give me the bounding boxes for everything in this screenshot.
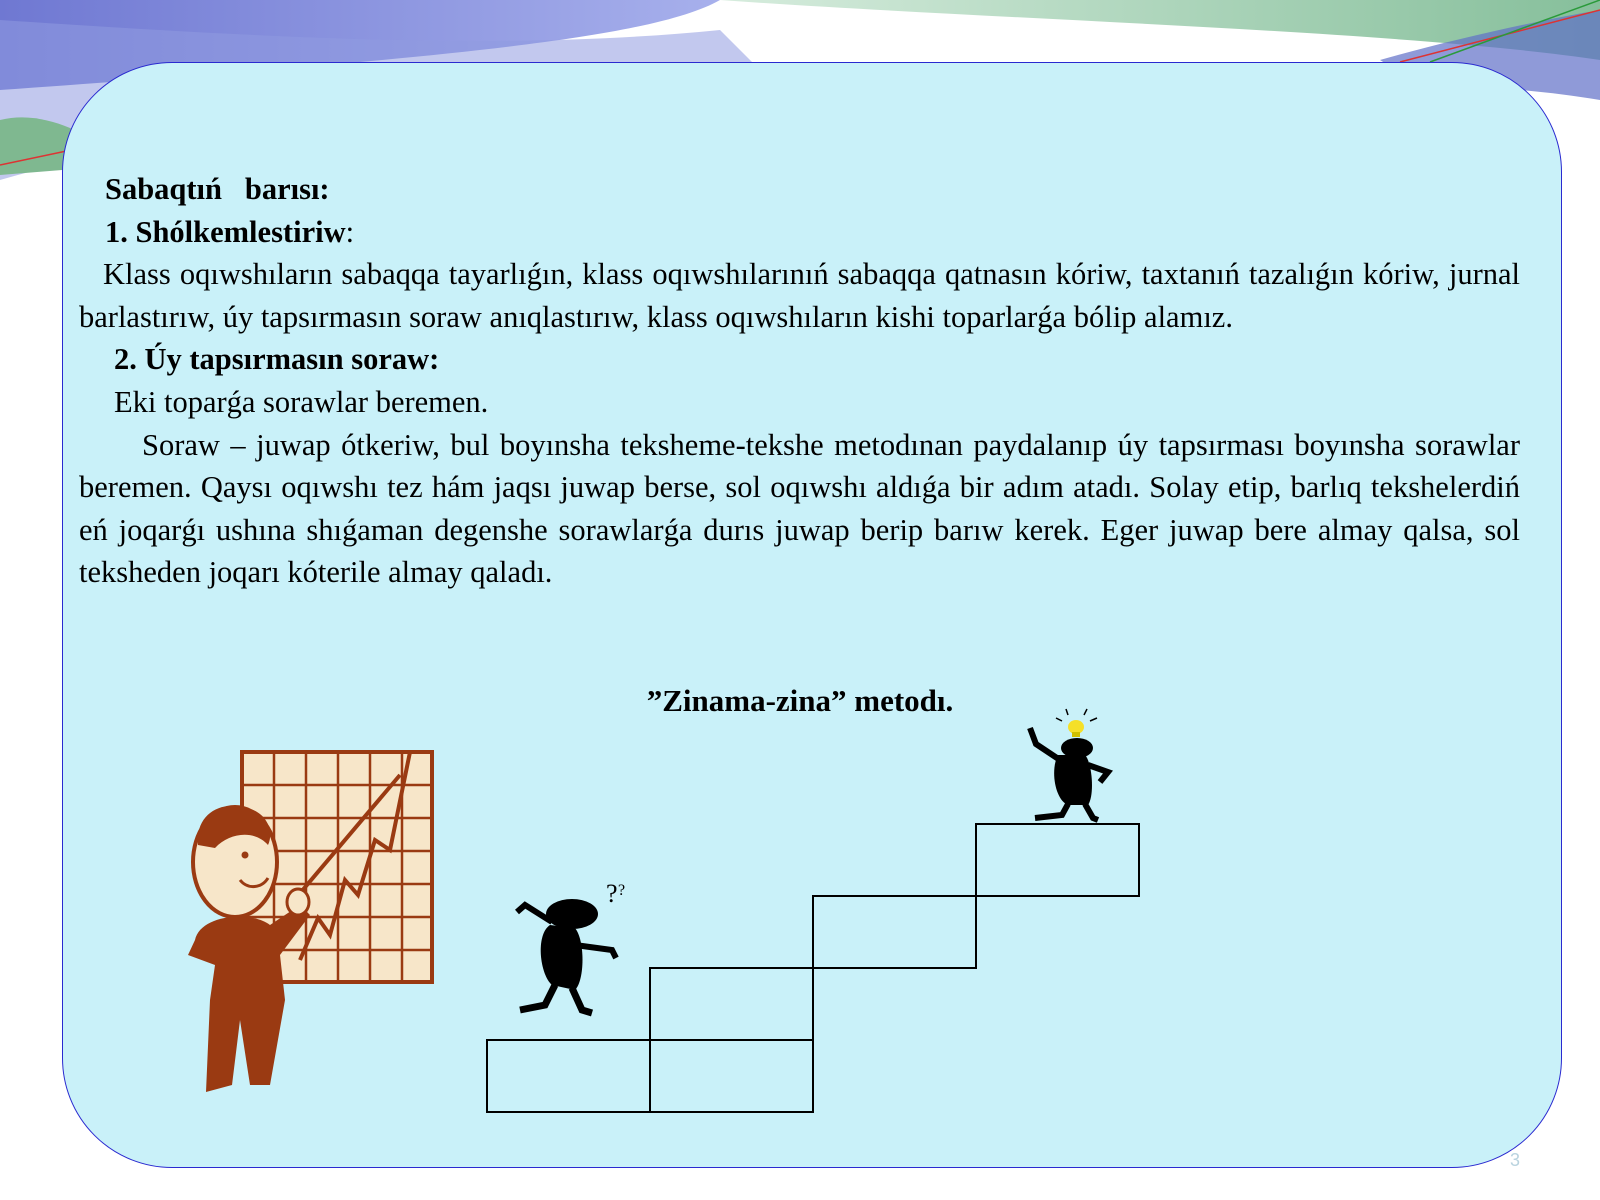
section1-body: Klass oqıwshıların sabaqqa tayarlıǵın, klass oqıwshılarınıń sabaqqa qatnasın kóriw, taxtanıń tazalıǵın kóriw, jurnal barlastırıw, úy tapsırmasın soraw anıqlastırıw, klass oqıwshıların kishi toparlarǵa bólip alamız. [79, 257, 1520, 334]
method-title: ”Zinama-zina” metodı. [646, 683, 954, 718]
section2-body: Soraw – juwap ótkeriw, bul boyınsha teksheme-tekshe metodınan paydalanıp úy tapsırması boyınsha sorawlar beremen. Qaysı oqıwshı tez hám jaqsı juwap berse, sol oqıwshı aldıǵa bir adım atadı. Solay etip, barlıq tekshelerdiń eń joqarǵı ushına shıǵaman degenshe sorawlarǵa durıs juwap berip barıw kerek. Eger juwap bere almay qalsa, sol teksheden joqarı kóterile almay qaladı. [79, 427, 1520, 590]
stair-step-3 [813, 896, 976, 968]
question-mark-icon: ? [606, 879, 618, 908]
stair-step-1 [487, 1040, 650, 1112]
idea-figure-icon [1030, 709, 1108, 820]
lightbulb-icon [1056, 709, 1097, 737]
staircase [487, 824, 1139, 1112]
stair-step-4 [976, 824, 1139, 896]
section1-title: 1. Shólkemlestiriw [105, 214, 346, 249]
section1-title-colon: : [345, 214, 355, 249]
lesson-heading: Sabaqtıń barısı: [105, 172, 330, 206]
thinking-figure-icon [517, 879, 625, 1013]
page-number: 3 [1509, 1150, 1520, 1170]
question-mark-icon: ? [618, 882, 626, 899]
teacher-with-chart-icon [188, 752, 432, 1092]
section2-title: 2. Úy tapsırmasın soraw: [114, 342, 440, 377]
section2-line1: Eki toparǵa sorawlar beremen. [114, 384, 489, 419]
